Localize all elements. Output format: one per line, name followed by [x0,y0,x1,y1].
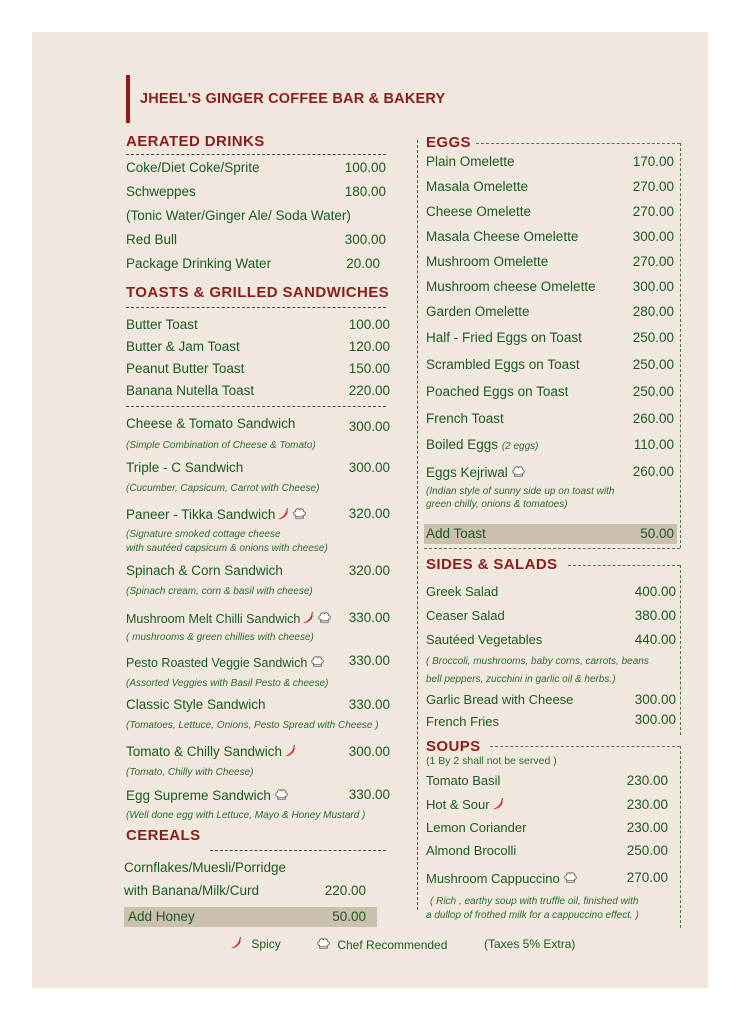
menu-item-name: Masala Cheese Omelette [426,229,579,244]
aerated-heading: AERATED DRINKS [126,133,265,150]
menu-item-name: Egg Supreme Sandwich [126,788,271,803]
menu-item-price: 300.00 [348,744,390,759]
soups-heading: SOUPS [426,738,481,755]
menu-item-price: 300.00 [348,460,390,475]
menu-item-note: (2 eggs) [501,441,539,452]
menu-item-price: 170.00 [632,154,674,169]
chef-hat-icon [292,506,307,521]
menu-item-name: Spinach & Corn Sandwich [126,563,283,578]
divider [210,850,386,851]
menu-item-name: Butter & Jam Toast [126,339,240,354]
box-border [680,143,681,548]
menu-item-price: 250.00 [632,330,674,345]
menu-item-name: Plain Omelette [426,154,515,169]
eggs-heading: EGGS [426,134,471,151]
menu-item-row [126,610,332,626]
menu-item-price: 150.00 [348,361,390,376]
menu-item-name: Peanut Butter Toast [126,361,245,376]
box-border [490,746,680,747]
addon-price: 50.00 [332,909,366,924]
menu-item-name: Masala Omelette [426,179,529,194]
menu-item-price: 280.00 [632,304,674,319]
legend-chef-label: Chef Recommended [337,938,448,952]
menu-item-price: 230.00 [626,797,668,812]
brand-title: JHEEL'S GINGER COFFEE BAR & BAKERY [140,91,446,107]
menu-item-desc: ( mushrooms & green chillies with cheese) [126,632,314,643]
menu-item-name: Tomato Basil [426,773,501,788]
menu-item-price: 20.00 [346,256,380,271]
menu-item-price: 300.00 [344,232,386,247]
chili-pepper-icon [302,612,314,624]
menu-item-price: 230.00 [626,773,668,788]
chef-hat-icon [316,936,331,951]
menu-item-price: 440.00 [634,632,676,647]
box-border [680,746,681,928]
menu-item-price: 300.00 [348,419,390,434]
chili-pepper-icon [284,745,296,757]
menu-item-name: Poached Eggs on Toast [426,384,569,399]
addon-name: Add Honey [128,909,195,924]
menu-item-price: 270.00 [632,179,674,194]
menu-item-row [126,506,307,522]
menu-item-price: 100.00 [344,160,386,175]
menu-item-row [426,437,539,452]
menu-item-price: 300.00 [632,279,674,294]
menu-item-name: Half - Fried Eggs on Toast [426,330,582,345]
box-border [680,565,681,735]
menu-item-name: Triple - C Sandwich [126,460,244,475]
menu-item-desc: with sautéed capsicum & onions with cheese) [126,543,328,554]
menu-item-name: Boiled Eggs [426,437,499,452]
addon-price: 50.00 [640,526,674,541]
menu-item-price: 270.00 [632,254,674,269]
menu-item-name: Hot & Sour [426,797,490,812]
menu-item-name: Scrambled Eggs on Toast [426,357,580,372]
chef-hat-icon [511,464,526,479]
sides-heading: SIDES & SALADS [426,556,558,573]
menu-item-row [426,870,578,886]
menu-item-name: Cheese Omelette [426,204,532,219]
brand-accent-bar [126,75,130,123]
divider [126,406,386,407]
menu-item-desc: (Well done egg with Lettuce, Mayo & Honey Mustard ) [126,810,366,821]
menu-item-price: 270.00 [632,204,674,219]
menu-item-name: Mushroom Cappuccino [426,871,560,886]
cereals-heading: CEREALS [126,827,201,844]
menu-item-desc: (Indian style of sunny side up on toast with [426,486,615,497]
chef-hat-icon [274,787,289,802]
menu-item-desc: (Tomato, Chilly with Cheese) [126,767,254,778]
menu-item-desc: ( Rich , earthy soup with truffle oil, finished with [430,896,639,907]
menu-item-price: 100.00 [348,317,390,332]
menu-item-price: 400.00 [634,584,676,599]
menu-item-desc: green chilly, onions & tomatoes) [426,499,568,510]
menu-item-price: 250.00 [632,384,674,399]
menu-item-name: Paneer - Tikka Sandwich [126,507,276,522]
menu-item-price: 250.00 [626,843,668,858]
cereal-line-2: with Banana/Milk/Curd [124,883,260,898]
chili-pepper-icon [277,508,289,520]
menu-item-desc: (Cucumber, Capsicum, Carrot with Cheese) [126,483,320,494]
menu-item-name: Garden Omelette [426,304,530,319]
menu-item-price: 220.00 [324,883,366,898]
menu-item-price: 300.00 [634,712,676,727]
menu-item-price: 330.00 [348,653,390,668]
menu-item-price: 220.00 [348,383,390,398]
menu-item-price: 180.00 [344,184,386,199]
menu-item-row [426,797,504,812]
menu-item-name: Cheese & Tomato Sandwich [126,416,296,431]
menu-item-price: 330.00 [348,697,390,712]
soups-note: (1 By 2 shall not be served ) [426,755,557,767]
menu-item-name: Garlic Bread with Cheese [426,692,574,707]
box-border [568,565,680,566]
menu-item-name: Mushroom Omelette [426,254,549,269]
menu-item-desc: (Tomatoes, Lettuce, Onions, Pesto Spread with Cheese ) [126,720,379,731]
menu-item-price: 300.00 [632,229,674,244]
menu-item-name: Classic Style Sandwich [126,697,266,712]
menu-item-name: French Fries [426,714,499,729]
menu-item-desc: bell peppers, zucchini in garlic oil & herbs.) [426,674,616,685]
chef-hat-icon [563,870,578,885]
divider [126,307,386,308]
menu-item-name: Greek Salad [426,584,499,599]
menu-item-name: (Tonic Water/Ginger Ale/ Soda Water) [126,208,351,223]
cereal-line-1: Cornflakes/Muesli/Porridge [124,860,287,875]
menu-item-name: Banana Nutella Toast [126,383,255,398]
menu-item-name: Mushroom Melt Chilli Sandwich [126,612,301,626]
menu-item-price: 330.00 [348,610,390,625]
menu-item-name: Almond Brocolli [426,843,517,858]
menu-item-price: 270.00 [626,870,668,885]
menu-item-row [126,744,296,759]
menu-item-name: Pesto Roasted Veggie Sandwich [126,656,308,670]
menu-item-price: 110.00 [633,437,674,452]
legend-spicy-label: Spicy [251,937,281,951]
menu-item-desc: (Signature smoked cottage cheese [126,529,281,540]
addon-name: Add Toast [426,526,486,541]
menu-item-row [426,464,526,480]
chili-pepper-icon [230,937,242,949]
menu-item-name: Eggs Kejriwal [426,465,508,480]
menu-item-price: 330.00 [348,787,390,802]
menu-item-name: Tomato & Chilly Sandwich [126,744,283,759]
menu-item-row [126,654,325,670]
chili-pepper-icon [492,798,504,810]
menu-item-price: 300.00 [634,692,676,707]
menu-item-price: 260.00 [632,411,674,426]
menu-item-price: 250.00 [632,357,674,372]
box-border [424,548,680,549]
menu-item-name: Coke/Diet Coke/Sprite [126,160,260,175]
menu-item-price: 120.00 [348,339,390,354]
menu-item-name: Mushroom cheese Omelette [426,279,596,294]
column-divider [417,140,418,910]
menu-item-price: 320.00 [348,506,390,521]
menu-item-name: Schweppes [126,184,196,199]
menu-item-price: 320.00 [348,563,390,578]
menu-item-desc: (Spinach cream, corn & basil with cheese) [126,586,313,597]
menu-item-desc: ( Broccoli, mushrooms, baby corns, carrots, beans [426,656,649,667]
box-border [476,143,680,144]
menu-item-name: French Toast [426,411,504,426]
menu-item-name: Ceaser Salad [426,608,505,623]
taxes-note: (Taxes 5% Extra) [484,937,576,951]
divider [126,154,386,155]
toasts-heading: TOASTS & GRILLED SANDWICHES [126,284,390,301]
menu-item-desc: (Simple Combination of Cheese & Tomato) [126,440,316,451]
menu-item-desc: (Assorted Veggies with Basil Pesto & cheese) [126,678,329,689]
menu-item-row [126,787,289,803]
menu-item-name: Lemon Coriander [426,820,527,835]
menu-item-name: Butter Toast [126,317,198,332]
menu-item-price: 230.00 [626,820,668,835]
menu-item-name: Sautéed Vegetables [426,632,543,647]
menu-item-name: Red Bull [126,232,178,247]
legend-chef [313,936,447,952]
menu-item-price: 260.00 [632,464,674,479]
menu-item-price: 380.00 [634,608,676,623]
legend-spicy [228,937,281,951]
menu-item-desc: a dullop of frothed milk for a cappuccino effect. ) [426,910,639,921]
menu-item-name: Package Drinking Water [126,256,272,271]
